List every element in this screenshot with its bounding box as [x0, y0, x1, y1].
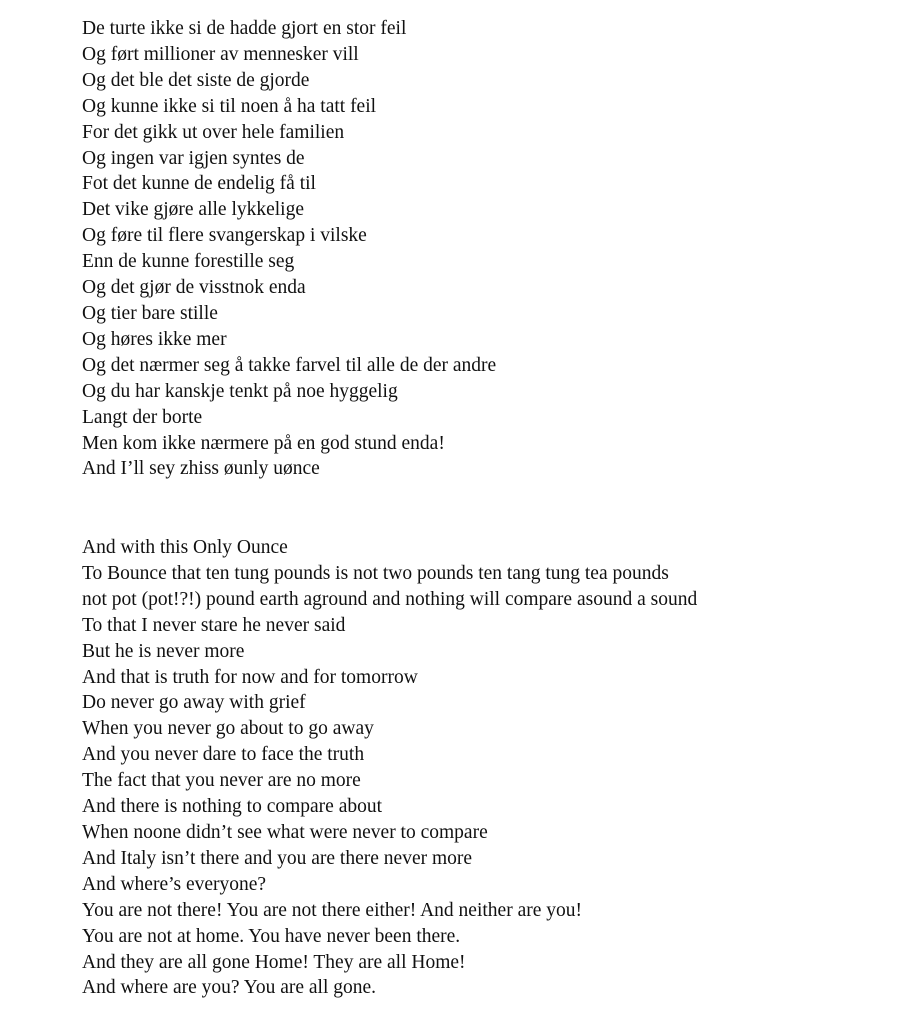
- poem-line: Og ført millioner av mennesker vill: [82, 43, 359, 65]
- poem-line: Men kom ikke nærmere på en god stund enda!: [82, 432, 445, 454]
- poem-line: Og føre til flere svangerskap i vilske: [82, 225, 367, 247]
- poem-line: Fot det kunne de endelig få til: [82, 173, 316, 195]
- poem-line: Og du har kanskje tenkt på noe hyggelig: [82, 380, 398, 402]
- poem-line: Enn de kunne forestille seg: [82, 251, 295, 273]
- poem-line: Og tier bare stille: [82, 302, 218, 324]
- poem-line: You are not at home. You have never been there.: [82, 925, 461, 947]
- poem-line: But he is never more: [82, 640, 245, 662]
- poem-line: You are not there! You are not there either! And neither are you!: [82, 899, 582, 921]
- poem-line: Og kunne ikke si til noen å ha tatt feil: [82, 95, 377, 117]
- poem-line: And they are all gone Home! They are all Home!: [82, 951, 466, 973]
- poem-line: To Bounce that ten tung pounds is not two pounds ten tang tung tea pounds: [82, 562, 669, 584]
- poem-line: When you never go about to go away: [82, 718, 374, 740]
- poem-line: The fact that you never are no more: [82, 770, 361, 792]
- poem-line: De turte ikke si de hadde gjort en stor feil: [82, 18, 407, 39]
- poem-line: And that is truth for now and for tomorrow: [82, 666, 418, 688]
- poem-line: When noone didn’t see what were never to compare: [82, 821, 488, 843]
- poem-line: Og det ble det siste de gjorde: [82, 69, 310, 91]
- poem-line: Og ingen var igjen syntes de: [82, 147, 305, 169]
- poem-line: And I’ll sey zhiss øunly uønce: [82, 458, 320, 480]
- poem-line: And Italy isn’t there and you are there never more: [82, 847, 473, 869]
- poem-line: Og det gjør de visstnok enda: [82, 277, 306, 299]
- poem-line: And with this Only Ounce: [82, 537, 288, 558]
- poem-line: And you never dare to face the truth: [82, 744, 365, 766]
- poem-line: Do never go away with grief: [82, 692, 306, 714]
- poem-line: To that I never stare he never said: [82, 614, 346, 636]
- poem-line: And where’s everyone?: [82, 873, 267, 895]
- poem-line: And where are you? You are all gone.: [82, 977, 377, 999]
- poem-line: For det gikk ut over hele familien: [82, 121, 345, 143]
- poem-line: And there is nothing to compare about: [82, 796, 383, 818]
- stanza-english: [82, 535, 697, 1001]
- poem-line: Og det nærmer seg å takke farvel til alle de der andre: [82, 354, 497, 376]
- poem-line: not pot (pot!?!) pound earth aground and nothing will compare asound a sound: [82, 588, 698, 610]
- stanza-norwegian: [82, 16, 496, 482]
- poem-line: Det vike gjøre alle lykkelige: [82, 199, 305, 221]
- poem-line: Langt der borte: [82, 406, 203, 428]
- poem-line: Og høres ikke mer: [82, 328, 227, 350]
